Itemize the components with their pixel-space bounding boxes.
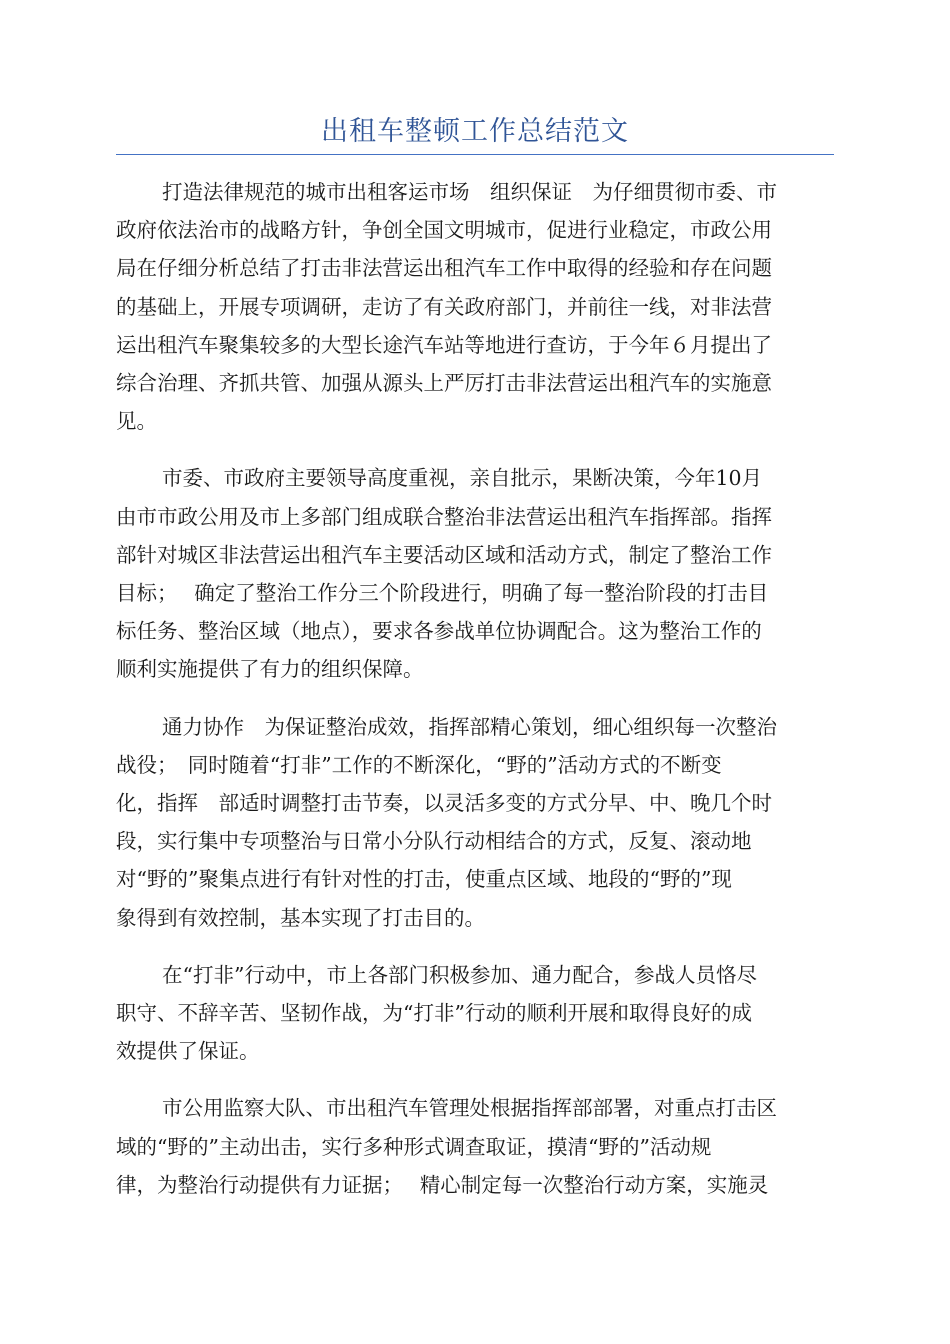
text-line: 综合治理、齐抓共管、加强从源头上严厉打击非法营运出租汽车的实施意 — [116, 371, 772, 396]
text-line: 对“野的”聚集点进行有针对性的打击，使重点区域、地段的“野的”现 — [116, 867, 732, 892]
text-line: 标任务、整治区域（地点），要求各参战单位协调配合。这为整治工作的 — [116, 619, 762, 644]
document-body — [116, 173, 834, 1223]
text-line: 效提供了保证。 — [116, 1039, 260, 1064]
paragraph-3 — [116, 708, 834, 937]
text-line: 象得到有效控制，基本实现了打击目的。 — [116, 905, 485, 930]
text-line: 政府依法治市的战略方针，争创全国文明城市，促进行业稳定，市政公用 — [116, 218, 772, 243]
text-line: 战役； 同时随着“打非”工作的不断深化，“野的”活动方式的不断变 — [116, 752, 722, 777]
text-line: 顺利实施提供了有力的组织保障。 — [116, 657, 424, 682]
text-line: 职守、不辞辛苦、坚韧作战，为“打非”行动的顺利开展和取得良好的成 — [116, 1001, 752, 1026]
text-line: 律，为整治行动提供有力证据； 精心制定每一次整治行动方案，实施灵 — [116, 1172, 769, 1197]
text-line: 运出租汽车聚集较多的大型长途汽车站等地进行查访，于今年６月提出了 — [116, 332, 772, 357]
text-line: 域的“野的”主动出击，实行多种形式调查取证，摸清“野的”活动规 — [116, 1134, 712, 1159]
paragraph-4 — [116, 956, 834, 1071]
text-line: 段，实行集中专项整治与日常小分队行动相结合的方式，反复、滚动地 — [116, 829, 752, 854]
text-line: 市委、市政府主要领导高度重视，亲自批示，果断决策，今年10月 — [162, 466, 763, 491]
text-line: 见。 — [116, 409, 157, 434]
document-title: 出租车整顿工作总结范文 — [321, 116, 629, 147]
text-line: 局在仔细分析总结了打击非法营运出租汽车工作中取得的经验和存在问题 — [116, 256, 772, 281]
text-line: 由市市政公用及市上多部门组成联合整治非法营运出租汽车指挥部。指挥 — [116, 504, 772, 529]
text-line: 在“打非”行动中，市上各部门积极参加、通力配合，参战人员恪尽 — [162, 962, 757, 987]
text-line: 打造法律规范的城市出租客运市场 组织保证 为仔细贯彻市委、市 — [162, 180, 777, 204]
paragraph-5 — [116, 1089, 834, 1204]
text-line: 部针对城区非法营运出租汽车主要活动区域和活动方式，制定了整治工作 — [116, 542, 772, 567]
text-line: 市公用监察大队、市出租汽车管理处根据指挥部部署，对重点打击区 — [162, 1096, 777, 1121]
title-underline — [116, 154, 834, 155]
paragraph-1 — [116, 173, 834, 440]
text-line: 目标； 确定了整治工作分三个阶段进行，明确了每一整治阶段的打击目 — [116, 581, 769, 606]
text-line: 通力协作 为保证整治成效，指挥部精心策划，细心组织每一次整治 — [162, 714, 777, 739]
text-line: 的基础上，开展专项调研，走访了有关政府部门，并前往一线，对非法营 — [116, 294, 772, 319]
paragraph-2 — [116, 459, 834, 688]
text-line: 化，指挥 部适时调整打击节奏，以灵活多变的方式分早、中、晚几个时 — [116, 791, 772, 816]
